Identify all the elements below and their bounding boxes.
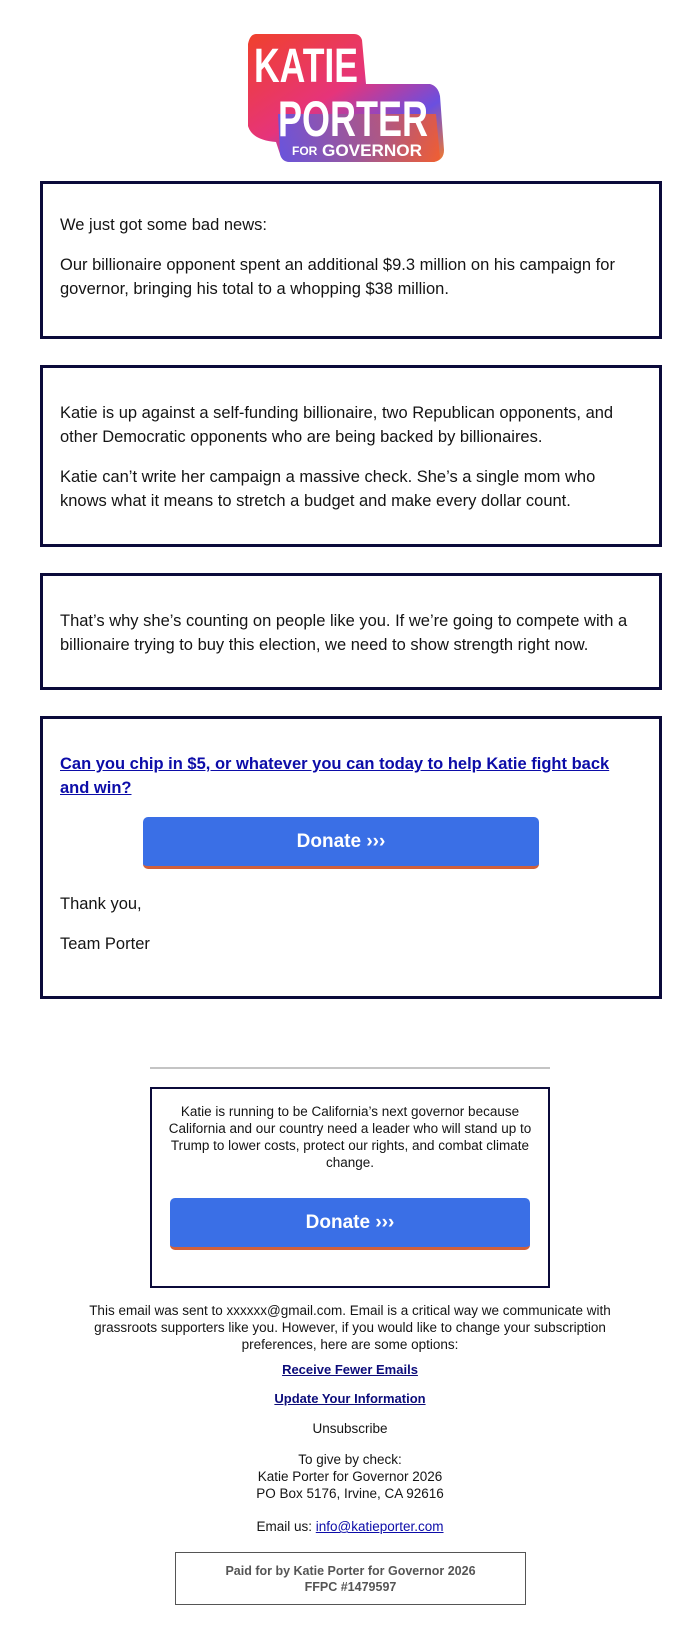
message-box-opponents	[40, 365, 662, 547]
check-payee: Katie Porter for Governor 2026	[257, 1469, 443, 1484]
thank-you-text: Thank you,	[60, 895, 142, 913]
message-box-bad-news	[40, 181, 662, 339]
chip-in-link[interactable]: Can you chip in $5, or whatever you can today to help Katie fight back and win?	[60, 755, 610, 797]
bad-news-detail: Our billionaire opponent spent an additional $9.3 million on his campaign for governor, bringing his total to a whopping $38 million.	[60, 256, 615, 298]
single-mom-paragraph: Katie can’t write her campaign a massive check. She’s a single mom who knows what it means to stretch a budget and make every dollar count.	[60, 468, 596, 510]
email-us-line	[0, 1518, 700, 1535]
mission-text: Katie is running to be California’s next governor because California and our country need a leader who will stand up to Trump to lower costs, protect our rights, and combat climate change.	[168, 1104, 532, 1170]
message-box-strength	[40, 573, 662, 690]
donate-button[interactable]: Donate ›››	[143, 817, 539, 869]
logo-line1: KATIE	[254, 40, 358, 93]
message-box-ask	[40, 716, 662, 999]
email-us-label: Email us:	[256, 1519, 312, 1534]
email-address-link[interactable]: info@katieporter.com	[315, 1519, 444, 1534]
receive-fewer-emails-link[interactable]: Receive Fewer Emails	[282, 1362, 418, 1377]
subscription-notice: This email was sent to xxxxxx@gmail.com. Email is a critical way we communicate with grassroots supporters like you. However, if you would like to change your subscription preferences, here are some options:	[89, 1303, 611, 1352]
paid-for-line: Paid for by Katie Porter for Governor 2026	[225, 1563, 476, 1578]
signature-text: Team Porter	[60, 935, 150, 953]
logo-graphic	[248, 30, 452, 168]
footer-mission-box	[150, 1087, 550, 1288]
footer-divider	[150, 1067, 550, 1069]
opponents-paragraph: Katie is up against a self-funding billionaire, two Republican opponents, and other Democratic opponents who are being backed by billionaires.	[60, 404, 614, 446]
check-heading: To give by check:	[298, 1452, 402, 1467]
footer-donate-button[interactable]: Donate ›››	[170, 1198, 530, 1250]
check-address: PO Box 5176, Irvine, CA 92616	[256, 1486, 444, 1501]
unsubscribe-text[interactable]: Unsubscribe	[312, 1421, 388, 1436]
bad-news-intro: We just got some bad news:	[60, 216, 267, 234]
strength-paragraph: That’s why she’s counting on people like you. If we’re going to compete with a billionaire trying to buy this election, we need to show strength right now.	[60, 612, 628, 654]
ffpc-number: FFPC #1479597	[304, 1579, 397, 1594]
logo-line3: GOVERNOR	[322, 141, 422, 160]
logo-line2: PORTER	[278, 91, 428, 147]
campaign-logo	[248, 30, 452, 168]
update-information-link[interactable]: Update Your Information	[274, 1391, 426, 1406]
paid-for-disclaimer	[175, 1552, 526, 1605]
logo-line3-prefix: FOR	[292, 144, 318, 158]
